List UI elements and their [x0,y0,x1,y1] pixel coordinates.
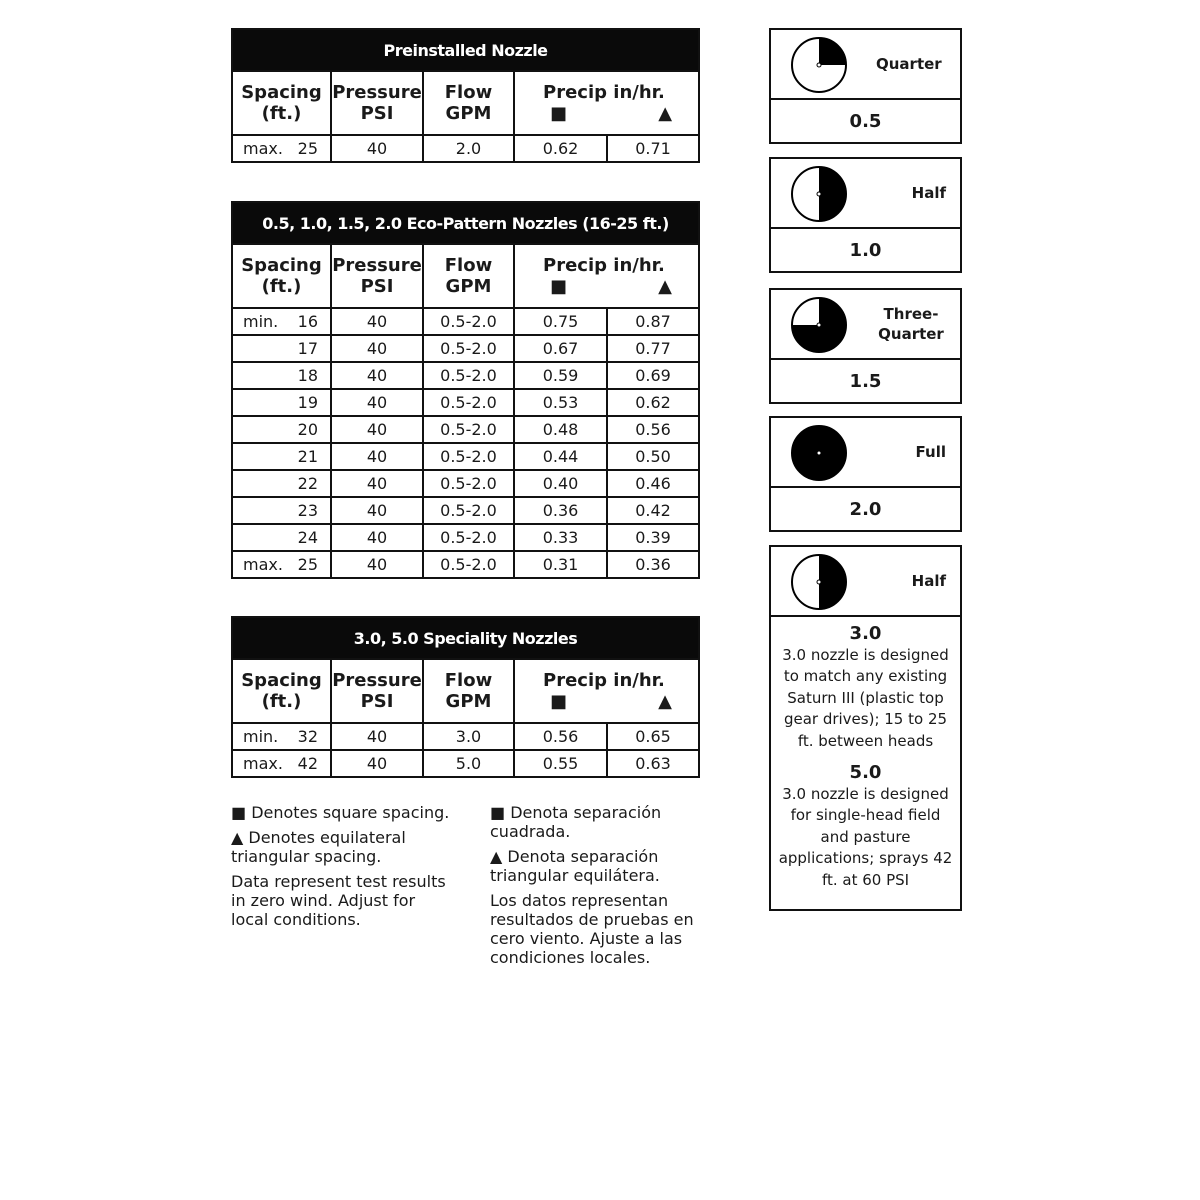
quarter-pattern-icon [791,37,847,93]
table-row [232,551,699,578]
spacing-value: 23 [297,501,318,520]
precip-triangle-value: 0.65 [607,723,699,750]
flow-value: 0.5-2.0 [423,389,514,416]
table-row [232,308,699,335]
square-icon: ■ [550,103,568,124]
flow-value: 0.5-2.0 [423,362,514,389]
triangle-icon: ▲ [658,103,673,124]
spacing-value: 19 [297,393,318,412]
header-flow: Flow GPM [423,244,514,308]
half-pattern-icon [791,554,847,610]
precip-triangle-value: 0.87 [607,308,699,335]
notes-spanish [490,803,700,973]
flow-value: 0.5-2.0 [423,443,514,470]
note: Data represent test results in zero wind. Adjust for local conditions. [231,872,446,929]
header-precip [514,244,699,308]
nozzle-table [231,28,700,163]
half-pattern-icon [791,166,847,222]
precip-label: Precip in/hr. [543,670,665,691]
precip-triangle-value: 0.50 [607,443,699,470]
range-label: max. [243,754,283,773]
nozzle-value: 3.0 [849,623,882,644]
pattern-label: Full [915,443,946,461]
spacing-value: 32 [297,727,318,746]
three-quarter-pattern-icon [791,297,847,353]
precip-triangle-value: 0.77 [607,335,699,362]
nozzle-description: 3.0 nozzle is designed for single-head field and pasture applications; sprays 42 ft. at 60 PSI [778,784,953,889]
precip-square-value: 0.44 [514,443,607,470]
triangle-icon: ▲ [658,276,673,297]
table-row [232,497,699,524]
table-row [232,335,699,362]
precip-triangle-value: 0.36 [607,551,699,578]
note: ▲ Denota separación triangular equilátera. [490,847,660,885]
flow-value: 2.0 [423,135,514,162]
pattern-box [769,288,962,404]
pressure-value: 40 [331,362,423,389]
header-spacing: Spacing (ft.) [232,71,331,135]
note: ■ Denota separación cuadrada. [490,803,662,841]
flow-value: 0.5-2.0 [423,524,514,551]
note: ▲ Denotes equilateral triangular spacing. [231,828,406,866]
header-spacing: Spacing (ft.) [232,244,331,308]
header-spacing: Spacing (ft.) [232,659,331,723]
spacing-value: 18 [297,366,318,385]
table-row [232,524,699,551]
precip-triangle-value: 0.46 [607,470,699,497]
flow-value: 0.5-2.0 [423,497,514,524]
precip-square-value: 0.31 [514,551,607,578]
precip-square-value: 0.40 [514,470,607,497]
header-pressure: Pressure PSI [331,71,423,135]
precip-triangle-value: 0.42 [607,497,699,524]
table-title: 0.5, 1.0, 1.5, 2.0 Eco-Pattern Nozzles (16-25 ft.) [232,202,699,244]
nozzle-value: 1.5 [849,370,882,392]
flow-value: 0.5-2.0 [423,470,514,497]
header-pressure: Pressure PSI [331,659,423,723]
pattern-label: Three-Quarter [878,305,944,343]
precip-triangle-value: 0.56 [607,416,699,443]
precip-square-value: 0.33 [514,524,607,551]
pattern-box [769,545,962,911]
range-label: max. [243,555,283,574]
table-row [232,135,699,162]
spacing-value: 25 [297,555,318,574]
full-pattern-icon [791,425,847,481]
range-label: max. [243,139,283,158]
pressure-value: 40 [331,335,423,362]
precip-label: Precip in/hr. [543,255,665,276]
table-title: Preinstalled Nozzle [232,29,699,71]
flow-value: 3.0 [423,723,514,750]
notes-english [231,803,451,935]
pressure-value: 40 [331,135,423,162]
precip-square-value: 0.55 [514,750,607,777]
nozzle-table [231,616,700,778]
flow-value: 0.5-2.0 [423,551,514,578]
header-flow: Flow GPM [423,659,514,723]
precip-triangle-value: 0.39 [607,524,699,551]
square-icon: ■ [550,276,568,297]
pattern-label: Half [911,572,946,590]
precip-triangle-value: 0.63 [607,750,699,777]
spacing-value: 24 [297,528,318,547]
precip-triangle-value: 0.69 [607,362,699,389]
pressure-value: 40 [331,308,423,335]
spacing-value: 20 [297,420,318,439]
precip-square-value: 0.62 [514,135,607,162]
triangle-icon: ▲ [658,691,673,712]
pattern-box [769,157,962,273]
flow-value: 0.5-2.0 [423,416,514,443]
square-icon: ■ [550,691,568,712]
header-precip [514,71,699,135]
pressure-value: 40 [331,389,423,416]
nozzle-table [231,201,700,579]
pressure-value: 40 [331,416,423,443]
note: ■ Denotes square spacing. [231,803,450,822]
precip-square-value: 0.48 [514,416,607,443]
table-row [232,750,699,777]
spacing-value: 25 [297,139,318,158]
precip-label: Precip in/hr. [543,82,665,103]
precip-square-value: 0.75 [514,308,607,335]
header-precip [514,659,699,723]
pattern-label: Quarter [876,55,942,73]
spacing-value: 42 [297,754,318,773]
header-pressure: Pressure PSI [331,244,423,308]
range-label: min. [243,727,279,746]
pressure-value: 40 [331,524,423,551]
nozzle-value: 1.0 [849,239,882,261]
nozzle-value: 2.0 [849,498,882,520]
spacing-value: 21 [297,447,318,466]
pressure-value: 40 [331,723,423,750]
precip-square-value: 0.67 [514,335,607,362]
spacing-value: 17 [297,339,318,358]
spacing-value: 22 [297,474,318,493]
table-row [232,389,699,416]
precip-triangle-value: 0.71 [607,135,699,162]
pressure-value: 40 [331,551,423,578]
flow-value: 5.0 [423,750,514,777]
table-title: 3.0, 5.0 Speciality Nozzles [232,617,699,659]
precip-square-value: 0.56 [514,723,607,750]
note: Los datos representan resultados de pruebas en cero viento. Ajuste a las condiciones locales. [490,891,694,967]
range-label: min. [243,312,279,331]
precip-square-value: 0.36 [514,497,607,524]
precip-square-value: 0.53 [514,389,607,416]
pressure-value: 40 [331,497,423,524]
pattern-label: Half [911,184,946,202]
table-row [232,416,699,443]
pattern-box [769,416,962,532]
nozzle-description: 3.0 nozzle is designed to match any existing Saturn III (plastic top gear drives); 15 to 25 ft. between heads [782,645,949,750]
pattern-box [769,28,962,144]
table-row [232,470,699,497]
pressure-value: 40 [331,470,423,497]
table-row [232,723,699,750]
table-row [232,443,699,470]
nozzle-value: 0.5 [849,110,882,132]
header-flow: Flow GPM [423,71,514,135]
precip-square-value: 0.59 [514,362,607,389]
spacing-value: 16 [297,312,318,331]
pressure-value: 40 [331,443,423,470]
nozzle-value: 5.0 [849,762,882,783]
pressure-value: 40 [331,750,423,777]
table-row [232,362,699,389]
precip-triangle-value: 0.62 [607,389,699,416]
flow-value: 0.5-2.0 [423,335,514,362]
flow-value: 0.5-2.0 [423,308,514,335]
